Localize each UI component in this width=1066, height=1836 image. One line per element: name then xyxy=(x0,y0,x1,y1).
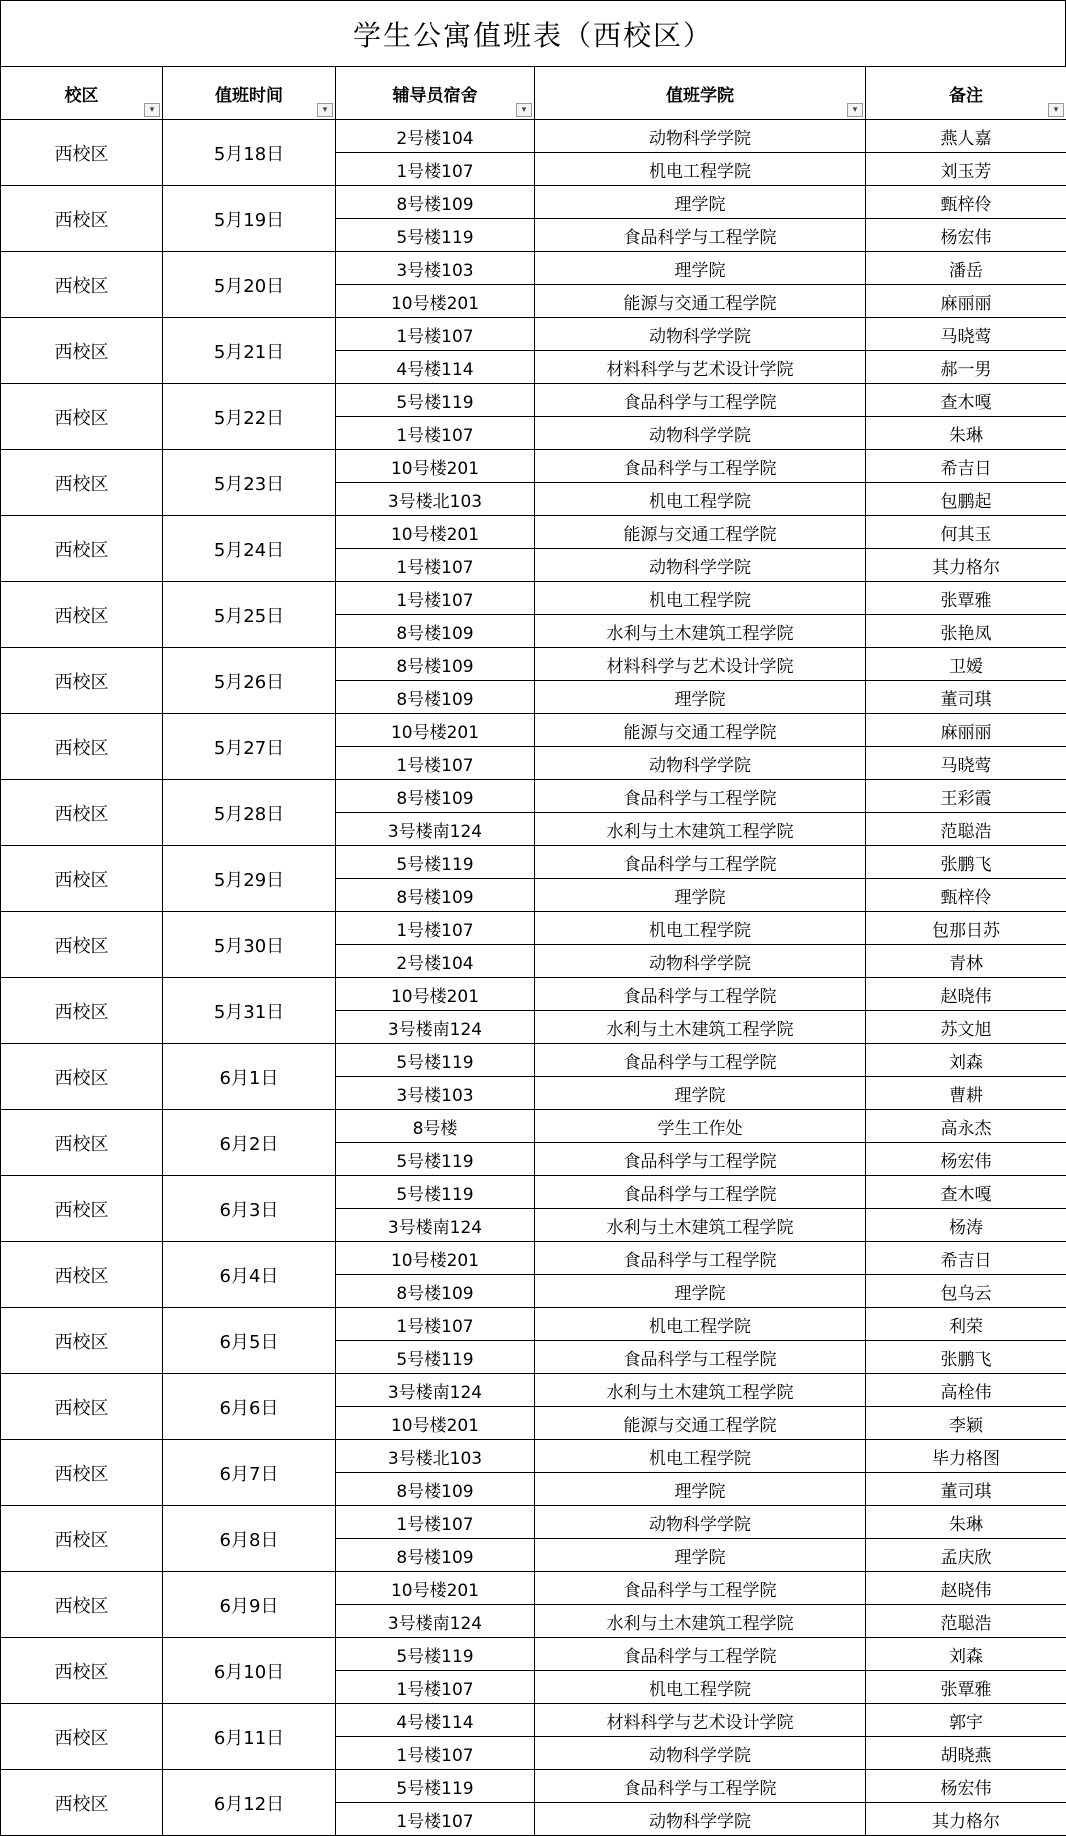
cell-duty-college[interactable]: 水利与土木建筑工程学院 xyxy=(535,1011,866,1044)
cell-duty-date[interactable]: 5月18日 xyxy=(163,120,336,186)
cell-duty-college[interactable]: 水利与土木建筑工程学院 xyxy=(535,813,866,846)
table-row xyxy=(1,1110,1066,1143)
cell-duty-college[interactable]: 动物科学学院 xyxy=(535,1803,866,1836)
cell-notes[interactable]: 查木嘎 xyxy=(866,384,1066,417)
table-row xyxy=(1,252,1066,285)
cell-counselor-dorm[interactable]: 5号楼119 xyxy=(336,1044,535,1077)
header-row xyxy=(1,67,1066,120)
cell-duty-college[interactable]: 机电工程学院 xyxy=(535,483,866,516)
cell-duty-date[interactable]: 6月3日 xyxy=(163,1176,336,1242)
cell-counselor-dorm[interactable]: 1号楼107 xyxy=(336,417,535,450)
cell-duty-date[interactable]: 6月7日 xyxy=(163,1440,336,1506)
cell-notes[interactable]: 潘岳 xyxy=(866,252,1066,285)
cell-duty-college[interactable]: 能源与交通工程学院 xyxy=(535,285,866,318)
cell-duty-college[interactable]: 学生工作处 xyxy=(535,1110,866,1143)
cell-duty-college[interactable]: 动物科学学院 xyxy=(535,549,866,582)
cell-notes[interactable]: 王彩霞 xyxy=(866,780,1066,813)
cell-counselor-dorm[interactable]: 8号楼109 xyxy=(336,1275,535,1308)
cell-campus[interactable]: 西校区 xyxy=(1,648,163,714)
cell-duty-college[interactable]: 理学院 xyxy=(535,879,866,912)
cell-notes[interactable]: 查木嘎 xyxy=(866,1176,1066,1209)
cell-duty-college[interactable]: 材料科学与艺术设计学院 xyxy=(535,648,866,681)
cell-duty-date[interactable]: 6月9日 xyxy=(163,1572,336,1638)
cell-duty-college[interactable]: 食品科学与工程学院 xyxy=(535,780,866,813)
cell-notes[interactable]: 麻丽丽 xyxy=(866,285,1066,318)
cell-duty-date[interactable]: 5月27日 xyxy=(163,714,336,780)
cell-campus[interactable]: 西校区 xyxy=(1,516,163,582)
cell-notes[interactable]: 杨宏伟 xyxy=(866,1770,1066,1803)
cell-counselor-dorm[interactable]: 5号楼119 xyxy=(336,1176,535,1209)
cell-duty-college[interactable]: 食品科学与工程学院 xyxy=(535,1770,866,1803)
cell-duty-college[interactable]: 机电工程学院 xyxy=(535,1440,866,1473)
cell-counselor-dorm[interactable]: 8号楼109 xyxy=(336,879,535,912)
cell-campus[interactable]: 西校区 xyxy=(1,1638,163,1704)
column-header-campus xyxy=(1,67,163,120)
cell-counselor-dorm[interactable]: 10号楼201 xyxy=(336,285,535,318)
cell-campus[interactable]: 西校区 xyxy=(1,978,163,1044)
table-row xyxy=(1,1374,1066,1407)
table-row xyxy=(1,1242,1066,1275)
table-row xyxy=(1,714,1066,747)
cell-notes[interactable]: 包鹏起 xyxy=(866,483,1066,516)
column-header-notes xyxy=(866,67,1066,120)
cell-duty-college[interactable]: 食品科学与工程学院 xyxy=(535,450,866,483)
cell-notes[interactable]: 麻丽丽 xyxy=(866,714,1066,747)
cell-notes[interactable]: 赵晓伟 xyxy=(866,978,1066,1011)
cell-campus[interactable]: 西校区 xyxy=(1,846,163,912)
cell-counselor-dorm[interactable]: 2号楼104 xyxy=(336,945,535,978)
cell-duty-college[interactable]: 食品科学与工程学院 xyxy=(535,1242,866,1275)
cell-duty-college[interactable]: 动物科学学院 xyxy=(535,417,866,450)
cell-campus[interactable]: 西校区 xyxy=(1,1044,163,1110)
table-row xyxy=(1,120,1066,153)
cell-duty-college[interactable]: 食品科学与工程学院 xyxy=(535,978,866,1011)
column-header-counselor-dorm xyxy=(336,67,535,120)
cell-duty-date[interactable]: 6月10日 xyxy=(163,1638,336,1704)
cell-campus[interactable]: 西校区 xyxy=(1,582,163,648)
cell-notes[interactable]: 高永杰 xyxy=(866,1110,1066,1143)
cell-notes[interactable]: 毕力格图 xyxy=(866,1440,1066,1473)
cell-counselor-dorm[interactable]: 8号楼109 xyxy=(336,648,535,681)
cell-duty-college[interactable]: 理学院 xyxy=(535,1473,866,1506)
cell-counselor-dorm[interactable]: 5号楼119 xyxy=(336,1143,535,1176)
cell-counselor-dorm[interactable]: 10号楼201 xyxy=(336,1572,535,1605)
cell-notes[interactable]: 董司琪 xyxy=(866,1473,1066,1506)
cell-counselor-dorm[interactable]: 1号楼107 xyxy=(336,912,535,945)
table-row xyxy=(1,186,1066,219)
cell-counselor-dorm[interactable]: 10号楼201 xyxy=(336,450,535,483)
table-row xyxy=(1,450,1066,483)
cell-duty-college[interactable]: 材料科学与艺术设计学院 xyxy=(535,1704,866,1737)
cell-duty-college[interactable]: 食品科学与工程学院 xyxy=(535,384,866,417)
cell-campus[interactable]: 西校区 xyxy=(1,1308,163,1374)
cell-counselor-dorm[interactable]: 1号楼107 xyxy=(336,1803,535,1836)
cell-duty-college[interactable]: 水利与土木建筑工程学院 xyxy=(535,615,866,648)
cell-counselor-dorm[interactable]: 10号楼201 xyxy=(336,516,535,549)
cell-campus[interactable]: 西校区 xyxy=(1,1374,163,1440)
cell-duty-college[interactable]: 食品科学与工程学院 xyxy=(535,1044,866,1077)
column-header-label: 辅导员宿舍 xyxy=(392,85,478,106)
cell-notes[interactable]: 孟庆欣 xyxy=(866,1539,1066,1572)
cell-duty-college[interactable]: 食品科学与工程学院 xyxy=(535,846,866,879)
cell-campus[interactable]: 西校区 xyxy=(1,1440,163,1506)
cell-duty-date[interactable]: 5月21日 xyxy=(163,318,336,384)
cell-campus[interactable]: 西校区 xyxy=(1,1242,163,1308)
cell-duty-college[interactable]: 动物科学学院 xyxy=(535,945,866,978)
cell-notes[interactable]: 张覃雅 xyxy=(866,1671,1066,1704)
cell-notes[interactable]: 郝一男 xyxy=(866,351,1066,384)
table-row xyxy=(1,516,1066,549)
cell-duty-date[interactable]: 6月6日 xyxy=(163,1374,336,1440)
cell-notes[interactable]: 包乌云 xyxy=(866,1275,1066,1308)
table-row xyxy=(1,1572,1066,1605)
cell-notes[interactable]: 朱琳 xyxy=(866,417,1066,450)
cell-duty-college[interactable]: 理学院 xyxy=(535,252,866,285)
cell-duty-date[interactable]: 5月30日 xyxy=(163,912,336,978)
cell-duty-date[interactable]: 5月28日 xyxy=(163,780,336,846)
cell-duty-college[interactable]: 理学院 xyxy=(535,1539,866,1572)
cell-counselor-dorm[interactable]: 8号楼 xyxy=(336,1110,535,1143)
cell-notes[interactable]: 张艳凤 xyxy=(866,615,1066,648)
cell-duty-college[interactable]: 水利与土木建筑工程学院 xyxy=(535,1374,866,1407)
cell-counselor-dorm[interactable]: 3号楼北103 xyxy=(336,483,535,516)
cell-duty-date[interactable]: 5月24日 xyxy=(163,516,336,582)
cell-campus[interactable]: 西校区 xyxy=(1,120,163,186)
cell-duty-date[interactable]: 6月5日 xyxy=(163,1308,336,1374)
cell-duty-college[interactable]: 能源与交通工程学院 xyxy=(535,1407,866,1440)
cell-notes[interactable]: 何其玉 xyxy=(866,516,1066,549)
cell-notes[interactable]: 马晓莺 xyxy=(866,318,1066,351)
cell-counselor-dorm[interactable]: 1号楼107 xyxy=(336,1737,535,1770)
cell-notes[interactable]: 希吉日 xyxy=(866,1242,1066,1275)
cell-notes[interactable]: 张鹏飞 xyxy=(866,1341,1066,1374)
cell-duty-date[interactable]: 5月19日 xyxy=(163,186,336,252)
filter-dropdown-icon[interactable]: ▾ xyxy=(317,103,333,117)
cell-duty-college[interactable]: 理学院 xyxy=(535,681,866,714)
cell-duty-college[interactable]: 理学院 xyxy=(535,1077,866,1110)
cell-notes[interactable]: 甄梓伶 xyxy=(866,186,1066,219)
cell-duty-college[interactable]: 理学院 xyxy=(535,1275,866,1308)
cell-counselor-dorm[interactable]: 1号楼107 xyxy=(336,582,535,615)
table-row xyxy=(1,1638,1066,1671)
cell-counselor-dorm[interactable]: 10号楼201 xyxy=(336,1242,535,1275)
cell-notes[interactable]: 燕人嘉 xyxy=(866,120,1066,153)
cell-duty-college[interactable]: 机电工程学院 xyxy=(535,1308,866,1341)
cell-campus[interactable]: 西校区 xyxy=(1,384,163,450)
cell-counselor-dorm[interactable]: 3号楼103 xyxy=(336,1077,535,1110)
cell-notes[interactable]: 包那日苏 xyxy=(866,912,1066,945)
cell-notes[interactable]: 刘森 xyxy=(866,1044,1066,1077)
cell-duty-date[interactable]: 6月11日 xyxy=(163,1704,336,1770)
cell-notes[interactable]: 郭宇 xyxy=(866,1704,1066,1737)
cell-notes[interactable]: 青林 xyxy=(866,945,1066,978)
cell-duty-college[interactable]: 动物科学学院 xyxy=(535,1506,866,1539)
cell-counselor-dorm[interactable]: 1号楼107 xyxy=(336,1308,535,1341)
cell-notes[interactable]: 刘玉芳 xyxy=(866,153,1066,186)
cell-duty-date[interactable]: 6月4日 xyxy=(163,1242,336,1308)
table-row xyxy=(1,1176,1066,1209)
cell-notes[interactable]: 赵晓伟 xyxy=(866,1572,1066,1605)
column-header-duty-college xyxy=(535,67,866,120)
table-row xyxy=(1,1044,1066,1077)
cell-duty-college[interactable]: 动物科学学院 xyxy=(535,318,866,351)
cell-counselor-dorm[interactable]: 5号楼119 xyxy=(336,219,535,252)
cell-duty-date[interactable]: 5月23日 xyxy=(163,450,336,516)
cell-duty-college[interactable]: 理学院 xyxy=(535,186,866,219)
cell-campus[interactable]: 西校区 xyxy=(1,186,163,252)
table-row xyxy=(1,780,1066,813)
cell-counselor-dorm[interactable]: 3号楼南124 xyxy=(336,1605,535,1638)
table-row xyxy=(1,1704,1066,1737)
cell-duty-college[interactable]: 能源与交通工程学院 xyxy=(535,516,866,549)
cell-counselor-dorm[interactable]: 5号楼119 xyxy=(336,1341,535,1374)
cell-campus[interactable]: 西校区 xyxy=(1,252,163,318)
cell-duty-college[interactable]: 能源与交通工程学院 xyxy=(535,714,866,747)
column-header-label: 值班时间 xyxy=(215,85,283,106)
cell-counselor-dorm[interactable]: 8号楼109 xyxy=(336,1473,535,1506)
cell-campus[interactable]: 西校区 xyxy=(1,714,163,780)
roster-body xyxy=(1,120,1066,1836)
table-row xyxy=(1,1440,1066,1473)
column-header-label: 值班学院 xyxy=(666,85,734,106)
cell-notes[interactable]: 马晓莺 xyxy=(866,747,1066,780)
cell-duty-college[interactable]: 机电工程学院 xyxy=(535,1671,866,1704)
cell-duty-college[interactable]: 食品科学与工程学院 xyxy=(535,1638,866,1671)
cell-duty-date[interactable]: 5月25日 xyxy=(163,582,336,648)
cell-notes[interactable]: 张覃雅 xyxy=(866,582,1066,615)
cell-counselor-dorm[interactable]: 3号楼北103 xyxy=(336,1440,535,1473)
cell-counselor-dorm[interactable]: 4号楼114 xyxy=(336,1704,535,1737)
cell-counselor-dorm[interactable]: 3号楼103 xyxy=(336,252,535,285)
cell-notes[interactable]: 其力格尔 xyxy=(866,1803,1066,1836)
page-title: 学生公寓值班表（西校区） xyxy=(0,0,1066,66)
cell-notes[interactable]: 杨宏伟 xyxy=(866,1143,1066,1176)
cell-duty-college[interactable]: 食品科学与工程学院 xyxy=(535,1143,866,1176)
cell-notes[interactable]: 李颖 xyxy=(866,1407,1066,1440)
cell-campus[interactable]: 西校区 xyxy=(1,1704,163,1770)
column-header-duty-date xyxy=(163,67,336,120)
cell-counselor-dorm[interactable]: 5号楼119 xyxy=(336,846,535,879)
duty-table xyxy=(0,66,1066,1836)
table-row xyxy=(1,318,1066,351)
cell-counselor-dorm[interactable]: 8号楼109 xyxy=(336,1539,535,1572)
cell-counselor-dorm[interactable]: 1号楼107 xyxy=(336,747,535,780)
cell-notes[interactable]: 甄梓伶 xyxy=(866,879,1066,912)
table-row xyxy=(1,648,1066,681)
table-row xyxy=(1,582,1066,615)
cell-duty-date[interactable]: 6月8日 xyxy=(163,1506,336,1572)
cell-counselor-dorm[interactable]: 8号楼109 xyxy=(336,186,535,219)
table-row xyxy=(1,846,1066,879)
cell-duty-college[interactable]: 水利与土木建筑工程学院 xyxy=(535,1209,866,1242)
cell-notes[interactable]: 其力格尔 xyxy=(866,549,1066,582)
cell-counselor-dorm[interactable]: 3号楼南124 xyxy=(336,1011,535,1044)
cell-duty-college[interactable]: 机电工程学院 xyxy=(535,153,866,186)
cell-counselor-dorm[interactable]: 8号楼109 xyxy=(336,615,535,648)
cell-campus[interactable]: 西校区 xyxy=(1,1770,163,1836)
filter-dropdown-icon[interactable]: ▾ xyxy=(144,103,160,117)
cell-duty-date[interactable]: 5月29日 xyxy=(163,846,336,912)
cell-duty-date[interactable]: 5月22日 xyxy=(163,384,336,450)
cell-duty-college[interactable]: 动物科学学院 xyxy=(535,120,866,153)
filter-dropdown-icon[interactable]: ▾ xyxy=(516,103,532,117)
cell-notes[interactable]: 希吉日 xyxy=(866,450,1066,483)
cell-duty-college[interactable]: 机电工程学院 xyxy=(535,912,866,945)
cell-duty-college[interactable]: 食品科学与工程学院 xyxy=(535,1176,866,1209)
cell-notes[interactable]: 高栓伟 xyxy=(866,1374,1066,1407)
cell-notes[interactable]: 刘森 xyxy=(866,1638,1066,1671)
cell-duty-date[interactable]: 6月12日 xyxy=(163,1770,336,1836)
cell-counselor-dorm[interactable]: 1号楼107 xyxy=(336,549,535,582)
cell-counselor-dorm[interactable]: 3号楼南124 xyxy=(336,1209,535,1242)
cell-counselor-dorm[interactable]: 1号楼107 xyxy=(336,1671,535,1704)
cell-duty-college[interactable]: 水利与土木建筑工程学院 xyxy=(535,1605,866,1638)
cell-counselor-dorm[interactable]: 10号楼201 xyxy=(336,714,535,747)
cell-counselor-dorm[interactable]: 5号楼119 xyxy=(336,1638,535,1671)
cell-counselor-dorm[interactable]: 2号楼104 xyxy=(336,120,535,153)
column-header-label: 备注 xyxy=(949,85,983,106)
cell-duty-date[interactable]: 5月31日 xyxy=(163,978,336,1044)
table-row xyxy=(1,1308,1066,1341)
cell-duty-date[interactable]: 6月2日 xyxy=(163,1110,336,1176)
cell-counselor-dorm[interactable]: 1号楼107 xyxy=(336,1506,535,1539)
cell-counselor-dorm[interactable]: 3号楼南124 xyxy=(336,813,535,846)
cell-counselor-dorm[interactable]: 5号楼119 xyxy=(336,384,535,417)
cell-notes[interactable]: 董司琪 xyxy=(866,681,1066,714)
cell-counselor-dorm[interactable]: 3号楼南124 xyxy=(336,1374,535,1407)
cell-duty-date[interactable]: 5月26日 xyxy=(163,648,336,714)
cell-duty-college[interactable]: 动物科学学院 xyxy=(535,1737,866,1770)
cell-campus[interactable]: 西校区 xyxy=(1,780,163,846)
cell-notes[interactable]: 卫嫒 xyxy=(866,648,1066,681)
cell-duty-college[interactable]: 材料科学与艺术设计学院 xyxy=(535,351,866,384)
table-row xyxy=(1,978,1066,1011)
column-header-label: 校区 xyxy=(64,85,99,106)
cell-campus[interactable]: 西校区 xyxy=(1,912,163,978)
cell-campus[interactable]: 西校区 xyxy=(1,1110,163,1176)
cell-notes[interactable]: 杨涛 xyxy=(866,1209,1066,1242)
cell-notes[interactable]: 利荣 xyxy=(866,1308,1066,1341)
cell-counselor-dorm[interactable]: 4号楼114 xyxy=(336,351,535,384)
cell-counselor-dorm[interactable]: 1号楼107 xyxy=(336,318,535,351)
cell-counselor-dorm[interactable]: 8号楼109 xyxy=(336,681,535,714)
cell-campus[interactable]: 西校区 xyxy=(1,1506,163,1572)
cell-notes[interactable]: 范聪浩 xyxy=(866,1605,1066,1638)
cell-duty-date[interactable]: 6月1日 xyxy=(163,1044,336,1110)
cell-duty-college[interactable]: 动物科学学院 xyxy=(535,747,866,780)
cell-notes[interactable]: 朱琳 xyxy=(866,1506,1066,1539)
cell-counselor-dorm[interactable]: 8号楼109 xyxy=(336,780,535,813)
cell-campus[interactable]: 西校区 xyxy=(1,1176,163,1242)
cell-duty-college[interactable]: 食品科学与工程学院 xyxy=(535,1341,866,1374)
cell-counselor-dorm[interactable]: 10号楼201 xyxy=(336,978,535,1011)
cell-notes[interactable]: 苏文旭 xyxy=(866,1011,1066,1044)
cell-duty-college[interactable]: 食品科学与工程学院 xyxy=(535,219,866,252)
cell-counselor-dorm[interactable]: 10号楼201 xyxy=(336,1407,535,1440)
table-row xyxy=(1,912,1066,945)
cell-duty-college[interactable]: 食品科学与工程学院 xyxy=(535,1572,866,1605)
cell-notes[interactable]: 杨宏伟 xyxy=(866,219,1066,252)
table-row xyxy=(1,1770,1066,1803)
cell-counselor-dorm[interactable]: 5号楼119 xyxy=(336,1770,535,1803)
cell-duty-date[interactable]: 5月20日 xyxy=(163,252,336,318)
cell-notes[interactable]: 胡晓燕 xyxy=(866,1737,1066,1770)
cell-counselor-dorm[interactable]: 1号楼107 xyxy=(336,153,535,186)
cell-notes[interactable]: 曹耕 xyxy=(866,1077,1066,1110)
cell-duty-college[interactable]: 机电工程学院 xyxy=(535,582,866,615)
filter-dropdown-icon[interactable]: ▾ xyxy=(847,103,863,117)
cell-campus[interactable]: 西校区 xyxy=(1,450,163,516)
cell-notes[interactable]: 范聪浩 xyxy=(866,813,1066,846)
cell-campus[interactable]: 西校区 xyxy=(1,318,163,384)
table-row xyxy=(1,1506,1066,1539)
table-row xyxy=(1,384,1066,417)
cell-notes[interactable]: 张鹏飞 xyxy=(866,846,1066,879)
filter-dropdown-icon[interactable]: ▾ xyxy=(1048,103,1064,117)
cell-campus[interactable]: 西校区 xyxy=(1,1572,163,1638)
